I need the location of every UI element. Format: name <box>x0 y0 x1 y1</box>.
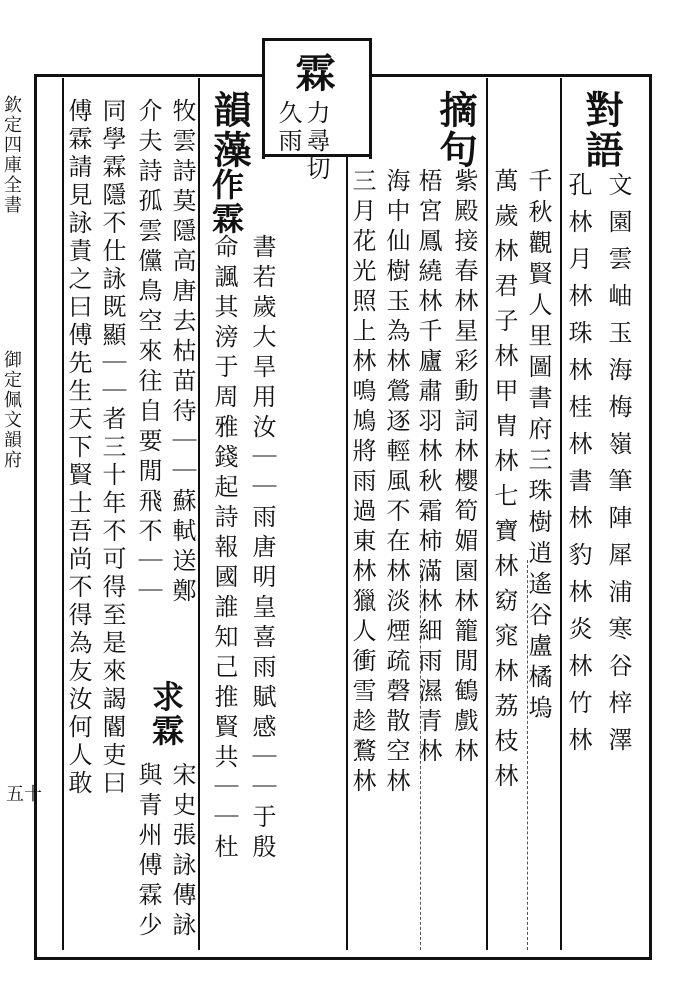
yunzao-cols2-2: 與青州傅霖少 <box>134 762 162 942</box>
duiyu-col-3: 千秋觀賢人里圖書府三珠樹逍遙谷盧橘塢 <box>524 168 552 726</box>
zhaiju-col-1: 紫殿接春林星彩動詞林櫻筍媚園林籠閒鶴戲林 <box>450 168 478 768</box>
column-rule <box>560 78 562 950</box>
duiyu-col-4: 萬歲林君子林甲胄林七寶林窈窕林荔枝林 <box>490 168 518 798</box>
subheading-qiulin: 求霖 <box>147 680 185 748</box>
guide-rule <box>420 560 421 950</box>
text-col-2: 傅霖請見詠責之曰傅先生天下賢士吾尚不得為友汝何人敢 <box>64 98 92 798</box>
yunzao-col-2: 命諷其滂于周雅錢起詩報國誰知己推賢共｜｜杜 <box>210 234 238 864</box>
zhaiju-col-2: 梧宮鳳繞林千廬肅羽林秋霜柿滿林細雨濕青林 <box>414 168 442 768</box>
header-gloss: 久雨 <box>274 100 302 156</box>
yunzao-col-1: 書若歲大旱用汝｜｜雨唐明皇喜雨賦感｜｜于殷 <box>248 234 276 864</box>
margin-title: 欽定四庫全書 <box>1 95 22 215</box>
heading-yunzao: 韻藻 <box>207 90 252 170</box>
duiyu-col-1: 文園雲岫玉海梅嶺筆陣犀浦寒谷梓澤 <box>604 172 632 764</box>
margin-volume: 御定佩文韻府 <box>1 350 22 470</box>
text-col-1: 同學霖隱不仕詠既顯｜｜者三十年不可得至是來謁閽吏曰 <box>98 98 126 798</box>
folio-number: 五十 <box>6 784 42 805</box>
heading-zhaiju: 摘句 <box>433 90 478 170</box>
subheading-zuolin: 作霖 <box>207 168 245 236</box>
header-pron: 力尋切 <box>302 100 330 184</box>
yunzao-cols2-1: 宋史張詠傳詠 <box>168 762 196 942</box>
column-rule <box>198 78 200 950</box>
yunzao-col-3: 牧雲詩莫隱高唐去枯苗待｜｜蘇軾送鄭 <box>168 98 196 608</box>
zhaiju-col-3: 海中仙樹玉為林鶯逐輕風不在林淡煙疏磬散空林 <box>382 168 410 798</box>
header-char: 霖 <box>289 52 336 94</box>
yunzao-col-4: 介夫詩孤雲儻鳥空來往自要閒飛不｜｜ <box>134 98 162 608</box>
zhaiju-col-4: 三月花光照上林鳴鳩將雨過東林獵人衝雪趁鶩林 <box>348 168 376 798</box>
duiyu-col-2: 孔林月林珠林桂林書林豹林炎林竹林 <box>564 172 592 764</box>
guide-rule <box>527 560 528 950</box>
column-rule <box>486 78 488 950</box>
heading-duiyu: 對語 <box>579 90 624 170</box>
